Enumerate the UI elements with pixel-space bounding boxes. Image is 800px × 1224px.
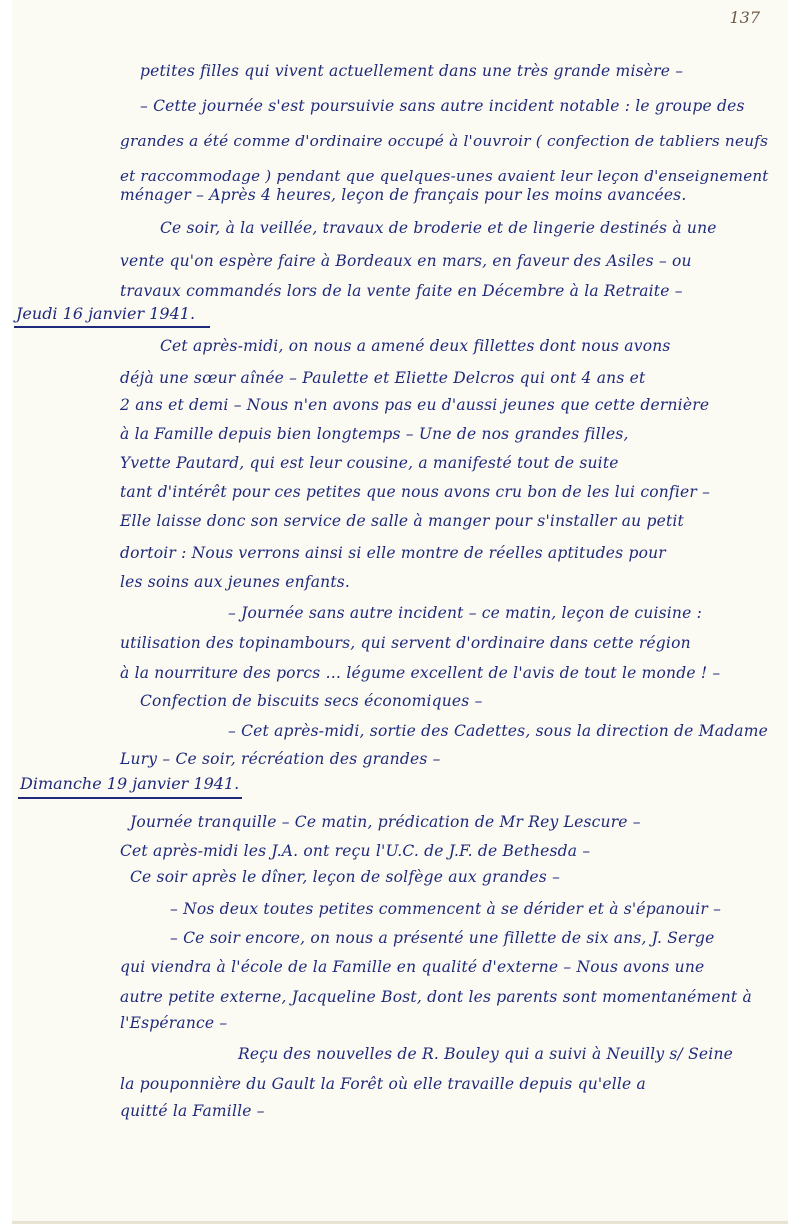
diary-line: à la nourriture des porcs … légume excellent de l'avis de tout le monde ! – bbox=[120, 664, 721, 682]
diary-line: grandes a été comme d'ordinaire occupé à l'ouvroir ( confection de tabliers neufs bbox=[120, 132, 769, 150]
diary-line: Cet après-midi, on nous a amené deux fillettes dont nous avons bbox=[160, 337, 671, 355]
diary-line: utilisation des topinambours, qui servent d'ordinaire dans cette région bbox=[120, 634, 691, 652]
diary-line: qui viendra à l'école de la Famille en qualité d'externe – Nous avons une bbox=[120, 958, 705, 976]
diary-line: 2 ans et demi – Nous n'en avons pas eu d'aussi jeunes que cette dernière bbox=[120, 396, 710, 414]
diary-line: ménager – Après 4 heures, leçon de français pour les moins avancées. bbox=[120, 186, 687, 204]
diary-line: Lury – Ce soir, récréation des grandes – bbox=[120, 750, 441, 768]
diary-line: Cet après-midi les J.A. ont reçu l'U.C. de J.F. de Bethesda – bbox=[120, 842, 591, 860]
diary-line: petites filles qui vivent actuellement dans une très grande misère – bbox=[140, 62, 684, 80]
entry-date-heading: Dimanche 19 janvier 1941. bbox=[20, 774, 240, 793]
diary-line: – Cet après-midi, sortie des Cadettes, sous la direction de Madame bbox=[228, 722, 768, 740]
diary-line: – Nos deux toutes petites commencent à se dérider et à s'épanouir – bbox=[170, 900, 722, 918]
entry-date-heading: Jeudi 16 janvier 1941. bbox=[16, 304, 196, 323]
heading-underline bbox=[14, 326, 210, 328]
diary-page bbox=[12, 0, 788, 1224]
diary-line: Journée tranquille – Ce matin, prédication de Mr Rey Lescure – bbox=[130, 813, 641, 831]
diary-line: – Cette journée s'est poursuivie sans autre incident notable : le groupe des bbox=[140, 97, 745, 115]
diary-line: Reçu des nouvelles de R. Bouley qui a suivi à Neuilly s/ Seine bbox=[238, 1045, 734, 1063]
diary-line: travaux commandés lors de la vente faite en Décembre à la Retraite – bbox=[120, 282, 683, 300]
diary-line: autre petite externe, Jacqueline Bost, dont les parents sont momentanément à bbox=[120, 988, 752, 1006]
diary-line: les soins aux jeunes enfants. bbox=[120, 573, 351, 591]
diary-line: Ce soir, à la veillée, travaux de broderie et de lingerie destinés à une bbox=[160, 219, 717, 237]
diary-line: à la Famille depuis bien longtemps – Une de nos grandes filles, bbox=[120, 425, 629, 443]
diary-line: – Ce soir encore, on nous a présenté une fillette de six ans, J. Serge bbox=[170, 929, 715, 947]
diary-line: l'Espérance – bbox=[120, 1014, 228, 1032]
diary-line: Confection de biscuits secs économiques – bbox=[140, 692, 483, 710]
diary-line: dortoir : Nous verrons ainsi si elle montre de réelles aptitudes pour bbox=[120, 544, 666, 562]
diary-line: et raccommodage ) pendant que quelques-unes avaient leur leçon d'enseignement bbox=[120, 167, 769, 185]
diary-line: déjà une sœur aînée – Paulette et Eliette Delcros qui ont 4 ans et bbox=[120, 369, 646, 387]
heading-underline bbox=[18, 797, 242, 799]
diary-line: tant d'intérêt pour ces petites que nous avons cru bon de les lui confier – bbox=[120, 483, 711, 501]
diary-line: vente qu'on espère faire à Bordeaux en mars, en faveur des Asiles – ou bbox=[120, 252, 692, 270]
diary-line: la pouponnière du Gault la Forêt où elle travaille depuis qu'elle a bbox=[120, 1075, 646, 1093]
diary-line: quitté la Famille – bbox=[120, 1102, 265, 1120]
diary-line: Ce soir après le dîner, leçon de solfège aux grandes – bbox=[130, 868, 561, 886]
page-number: 137 bbox=[729, 8, 760, 27]
diary-line: Yvette Pautard, qui est leur cousine, a manifesté tout de suite bbox=[120, 454, 619, 472]
diary-line: Elle laisse donc son service de salle à manger pour s'installer au petit bbox=[120, 512, 684, 530]
diary-line: – Journée sans autre incident – ce matin, leçon de cuisine : bbox=[228, 604, 703, 622]
